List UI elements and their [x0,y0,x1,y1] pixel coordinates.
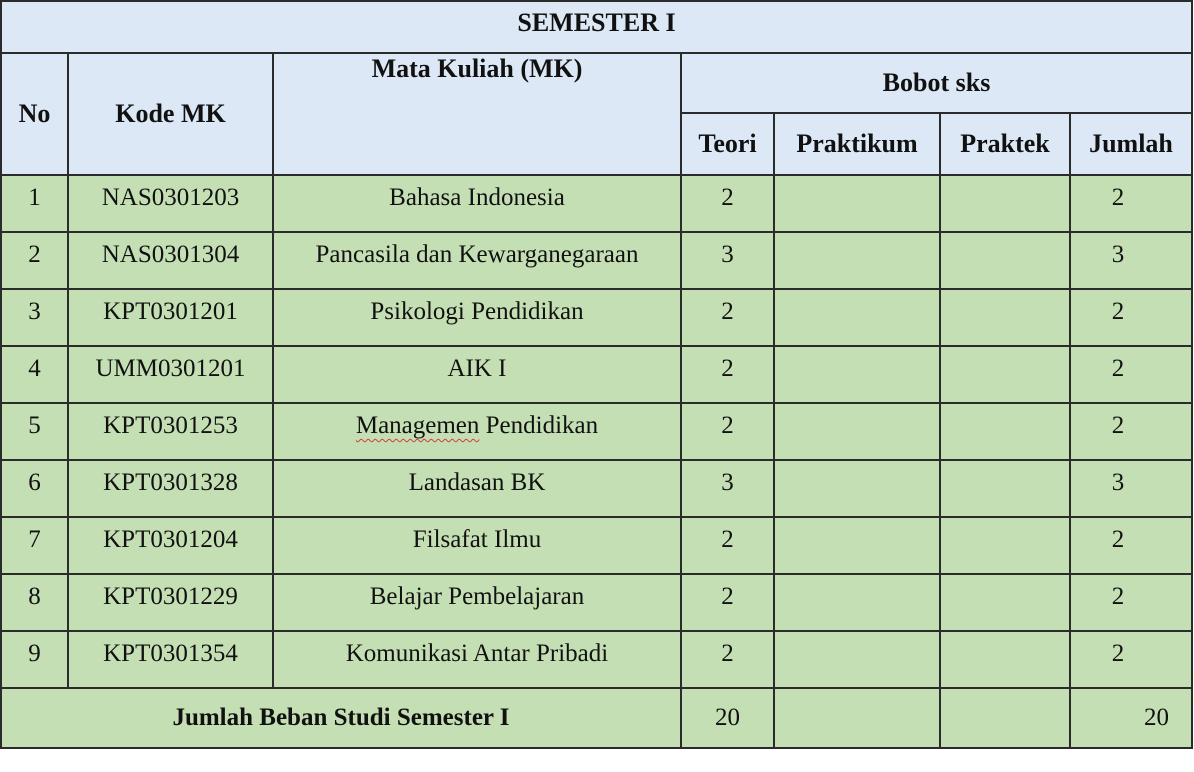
cell-jumlah: 2 [1070,574,1192,631]
cell-mata-kuliah [273,574,681,631]
cell-kode-mk: KPT0301328 [68,460,273,517]
total-praktek [940,688,1070,748]
cell-mata-kuliah [273,517,681,574]
cell-kode-mk: KPT0301229 [68,574,273,631]
cell-praktek [940,346,1070,403]
cell-praktikum [774,346,940,403]
cell-no: 4 [1,346,68,403]
cell-praktikum [774,232,940,289]
cell-no: 1 [1,175,68,232]
cell-praktek [940,289,1070,346]
header-jumlah: Jumlah [1070,113,1192,175]
header-praktikum: Praktikum [774,113,940,175]
spellcheck-flagged-word[interactable]: Managemen [355,412,480,439]
cell-no: 3 [1,289,68,346]
cell-kode-mk: KPT0301204 [68,517,273,574]
cell-jumlah: 2 [1070,346,1192,403]
cell-mata-kuliah [273,460,681,517]
cell-jumlah: 2 [1070,403,1192,460]
cell-no: 9 [1,631,68,688]
cell-mata-kuliah [273,232,681,289]
header-mata-kuliah: Mata Kuliah (MK) [273,53,681,175]
total-praktikum [774,688,940,748]
cell-mata-kuliah [273,631,681,688]
table-row [1,517,1192,574]
cell-no: 6 [1,460,68,517]
cell-kode-mk: KPT0301354 [68,631,273,688]
cell-praktikum [774,403,940,460]
cell-teori: 2 [681,517,774,574]
semester-title: SEMESTER I [1,1,1192,53]
cell-mata-kuliah [273,175,681,232]
mata-kuliah-text: Pancasila dan Kewarganegaraan [315,241,639,268]
cell-kode-mk: NAS0301203 [68,175,273,232]
cell-praktek [940,403,1070,460]
total-row [1,688,1192,748]
cell-praktikum [774,175,940,232]
mata-kuliah-text: Landasan BK [408,469,546,496]
cell-mata-kuliah [273,346,681,403]
header-kode-mk: Kode MK [68,53,273,175]
header-bobot-sks: Bobot sks [681,53,1192,113]
cell-teori: 2 [681,346,774,403]
table-row [1,574,1192,631]
table-row [1,289,1192,346]
cell-praktek [940,517,1070,574]
header-no: No [1,53,68,175]
mata-kuliah-text: Belajar Pembelajaran [369,583,585,610]
cell-jumlah: 2 [1070,289,1192,346]
cell-praktek [940,232,1070,289]
table-row [1,460,1192,517]
cell-teori: 3 [681,460,774,517]
table-row [1,403,1192,460]
cell-praktikum [774,289,940,346]
cell-no: 5 [1,403,68,460]
mata-kuliah-text: Filsafat Ilmu [412,526,542,553]
cell-teori: 2 [681,403,774,460]
cell-kode-mk: UMM0301201 [68,346,273,403]
cell-praktikum [774,460,940,517]
table-row [1,346,1192,403]
mata-kuliah-text: Pendidikan [479,412,599,439]
cell-praktikum [774,574,940,631]
total-teori: 20 [681,688,774,748]
cell-no: 8 [1,574,68,631]
table-row [1,175,1192,232]
cell-mata-kuliah [273,403,681,460]
cell-jumlah: 3 [1070,232,1192,289]
cell-mata-kuliah [273,289,681,346]
cell-no: 2 [1,232,68,289]
mata-kuliah-text: Bahasa Indonesia [389,184,565,211]
cell-jumlah: 3 [1070,460,1192,517]
cell-teori: 2 [681,289,774,346]
cell-teori: 2 [681,631,774,688]
cell-praktikum [774,517,940,574]
cell-teori: 2 [681,175,774,232]
cell-teori: 3 [681,232,774,289]
header-row-main [1,53,1192,113]
mata-kuliah-text: AIK I [447,355,507,382]
cell-praktek [940,574,1070,631]
header-teori: Teori [681,113,774,175]
cell-kode-mk: NAS0301304 [68,232,273,289]
cell-jumlah: 2 [1070,175,1192,232]
cell-teori: 2 [681,574,774,631]
cell-praktek [940,631,1070,688]
total-label: Jumlah Beban Studi Semester I [1,688,681,748]
cell-no: 7 [1,517,68,574]
cell-jumlah: 2 [1070,517,1192,574]
cell-jumlah: 2 [1070,631,1192,688]
table-row [1,631,1192,688]
cell-praktek [940,460,1070,517]
cell-kode-mk: KPT0301253 [68,403,273,460]
cell-kode-mk: KPT0301201 [68,289,273,346]
cell-praktikum [774,631,940,688]
mata-kuliah-text: Psikologi Pendidikan [370,298,584,325]
cell-praktek [940,175,1070,232]
table-title-row [1,1,1192,53]
header-praktek: Praktek [940,113,1070,175]
mata-kuliah-text: Komunikasi Antar Pribadi [345,640,609,667]
table-row [1,232,1192,289]
total-jumlah: 20 [1070,688,1192,748]
